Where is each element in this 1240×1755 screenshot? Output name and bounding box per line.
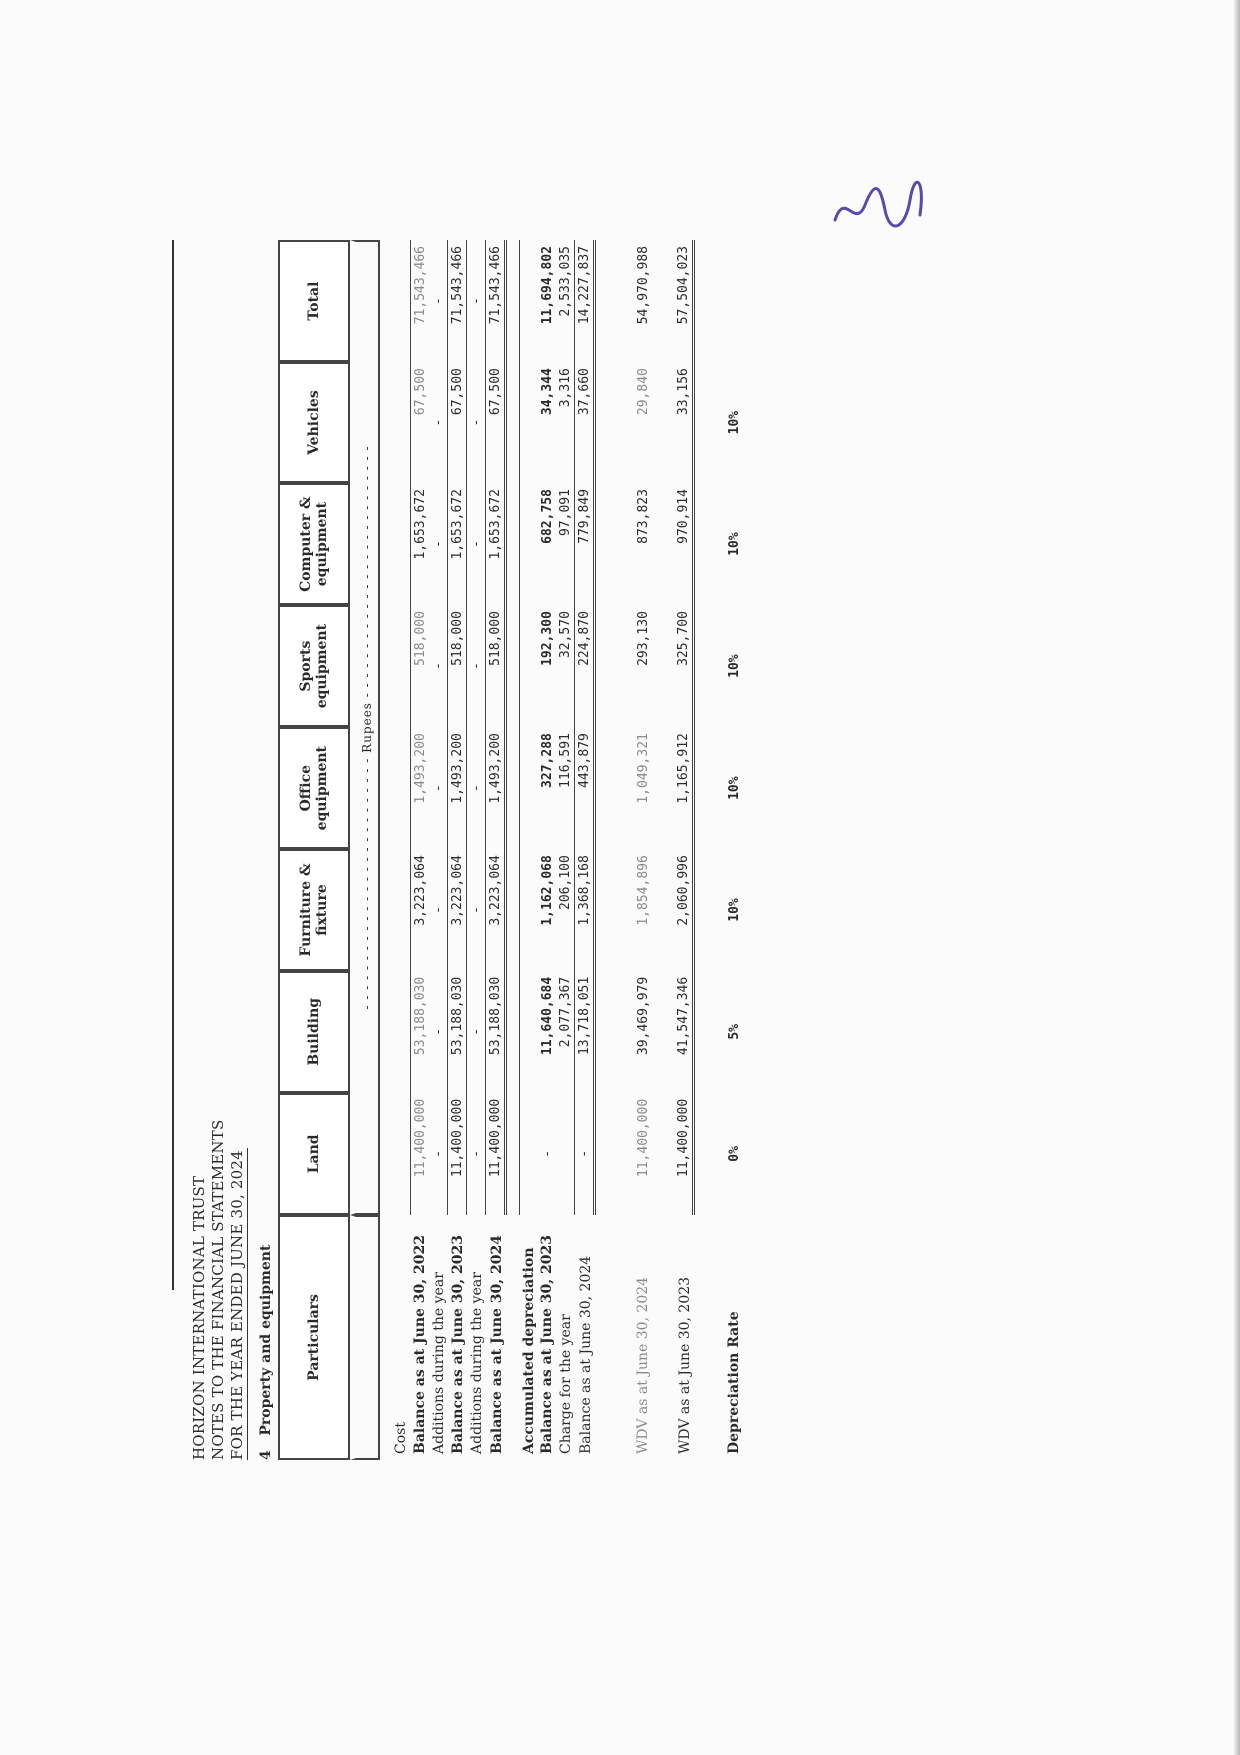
table-row: WDV as at June 30, 2023 11,400,000 41,547,346 2,060,996 1,165,912 325,700 970,914 33,156 57,504,023 [674,240,695,1460]
col-building: Building [278,971,350,1093]
property-equipment-table [278,240,743,1460]
note-number: 4 [258,1450,274,1460]
document-title: NOTES TO THE FINANCIAL STATEMENTS [209,1119,227,1460]
organization-name: HORIZON INTERNATIONAL TRUST [190,1175,208,1460]
table-row: Balance as at June 30, 2024 11,400,000 53,188,030 3,223,064 1,493,200 518,000 1,653,672 67,500 71,543,466 [486,240,507,1460]
cost-heading: Cost [393,1422,409,1454]
note-title: Property and equipment [258,1244,274,1436]
table-row: Depreciation Rate 0% 5% 10% 10% 10% 10% 10% [726,410,742,1454]
table-row: Additions during the year - - - - - - - - [429,240,448,1460]
note-heading [258,1245,274,1460]
col-sports-equipment: Sports equipment [278,605,350,727]
table-row: Balance as at June 30, 2022 11,400,000 53,188,030 3,223,064 1,493,200 518,000 1,653,672 67,500 71,543,466 [410,240,429,1460]
unit-row: - - - - - - - - - - - - - - - - - - - - - - - - - - Rupees - - - - - - - - - - - - - - - - - - - - - - - - - - [350,240,380,1460]
table-row: WDV as at June 30, 2024 11,400,000 39,469,979 1,854,896 1,049,321 293,130 873,823 29,840 54,970,988 [635,246,651,1454]
header-rule [172,240,174,1290]
table-row: Balance as at June 30, 2023 11,400,000 53,188,030 3,223,064 1,493,200 518,000 1,653,672 67,500 71,543,466 [448,240,467,1460]
col-vehicles: Vehicles [278,362,350,483]
period-heading: FOR THE YEAR ENDED JUNE 30, 2024 [228,1150,246,1460]
accumulated-depreciation-heading: Accumulated depreciation [520,1247,537,1454]
scan-page-edge [1234,0,1240,1755]
table-row: Balance as at June 30, 2023 - 11,640,684 1,162,068 327,288 192,300 682,758 34,344 11,694,802 [539,246,555,1454]
document-header [190,240,248,1460]
col-furniture: Furniture & fixture [278,849,350,971]
col-office-equipment: Office equipment [278,727,350,849]
cost-heading-row [392,240,410,1460]
rotated-page-content [190,240,750,1460]
col-particulars: Particulars [278,1215,350,1460]
signature-icon [825,170,935,240]
dep-heading-row [519,240,538,1460]
col-total: Total [278,240,350,362]
table-header-row [278,240,350,1460]
table-row: Charge for the year 2,077,367 206,100 116,591 32,570 97,091 3,316 2,533,035 [556,240,575,1460]
table-row: Additions during the year - - - - - - - - [467,240,486,1460]
table-row: Balance as at June 30, 2024 - 13,718,051 1,368,168 443,879 224,870 779,849 37,660 14,227,837 [575,240,596,1460]
col-computer-equipment: Computer & equipment [278,483,350,605]
col-land: Land [278,1093,350,1215]
unit-label: Rupees [360,702,374,753]
